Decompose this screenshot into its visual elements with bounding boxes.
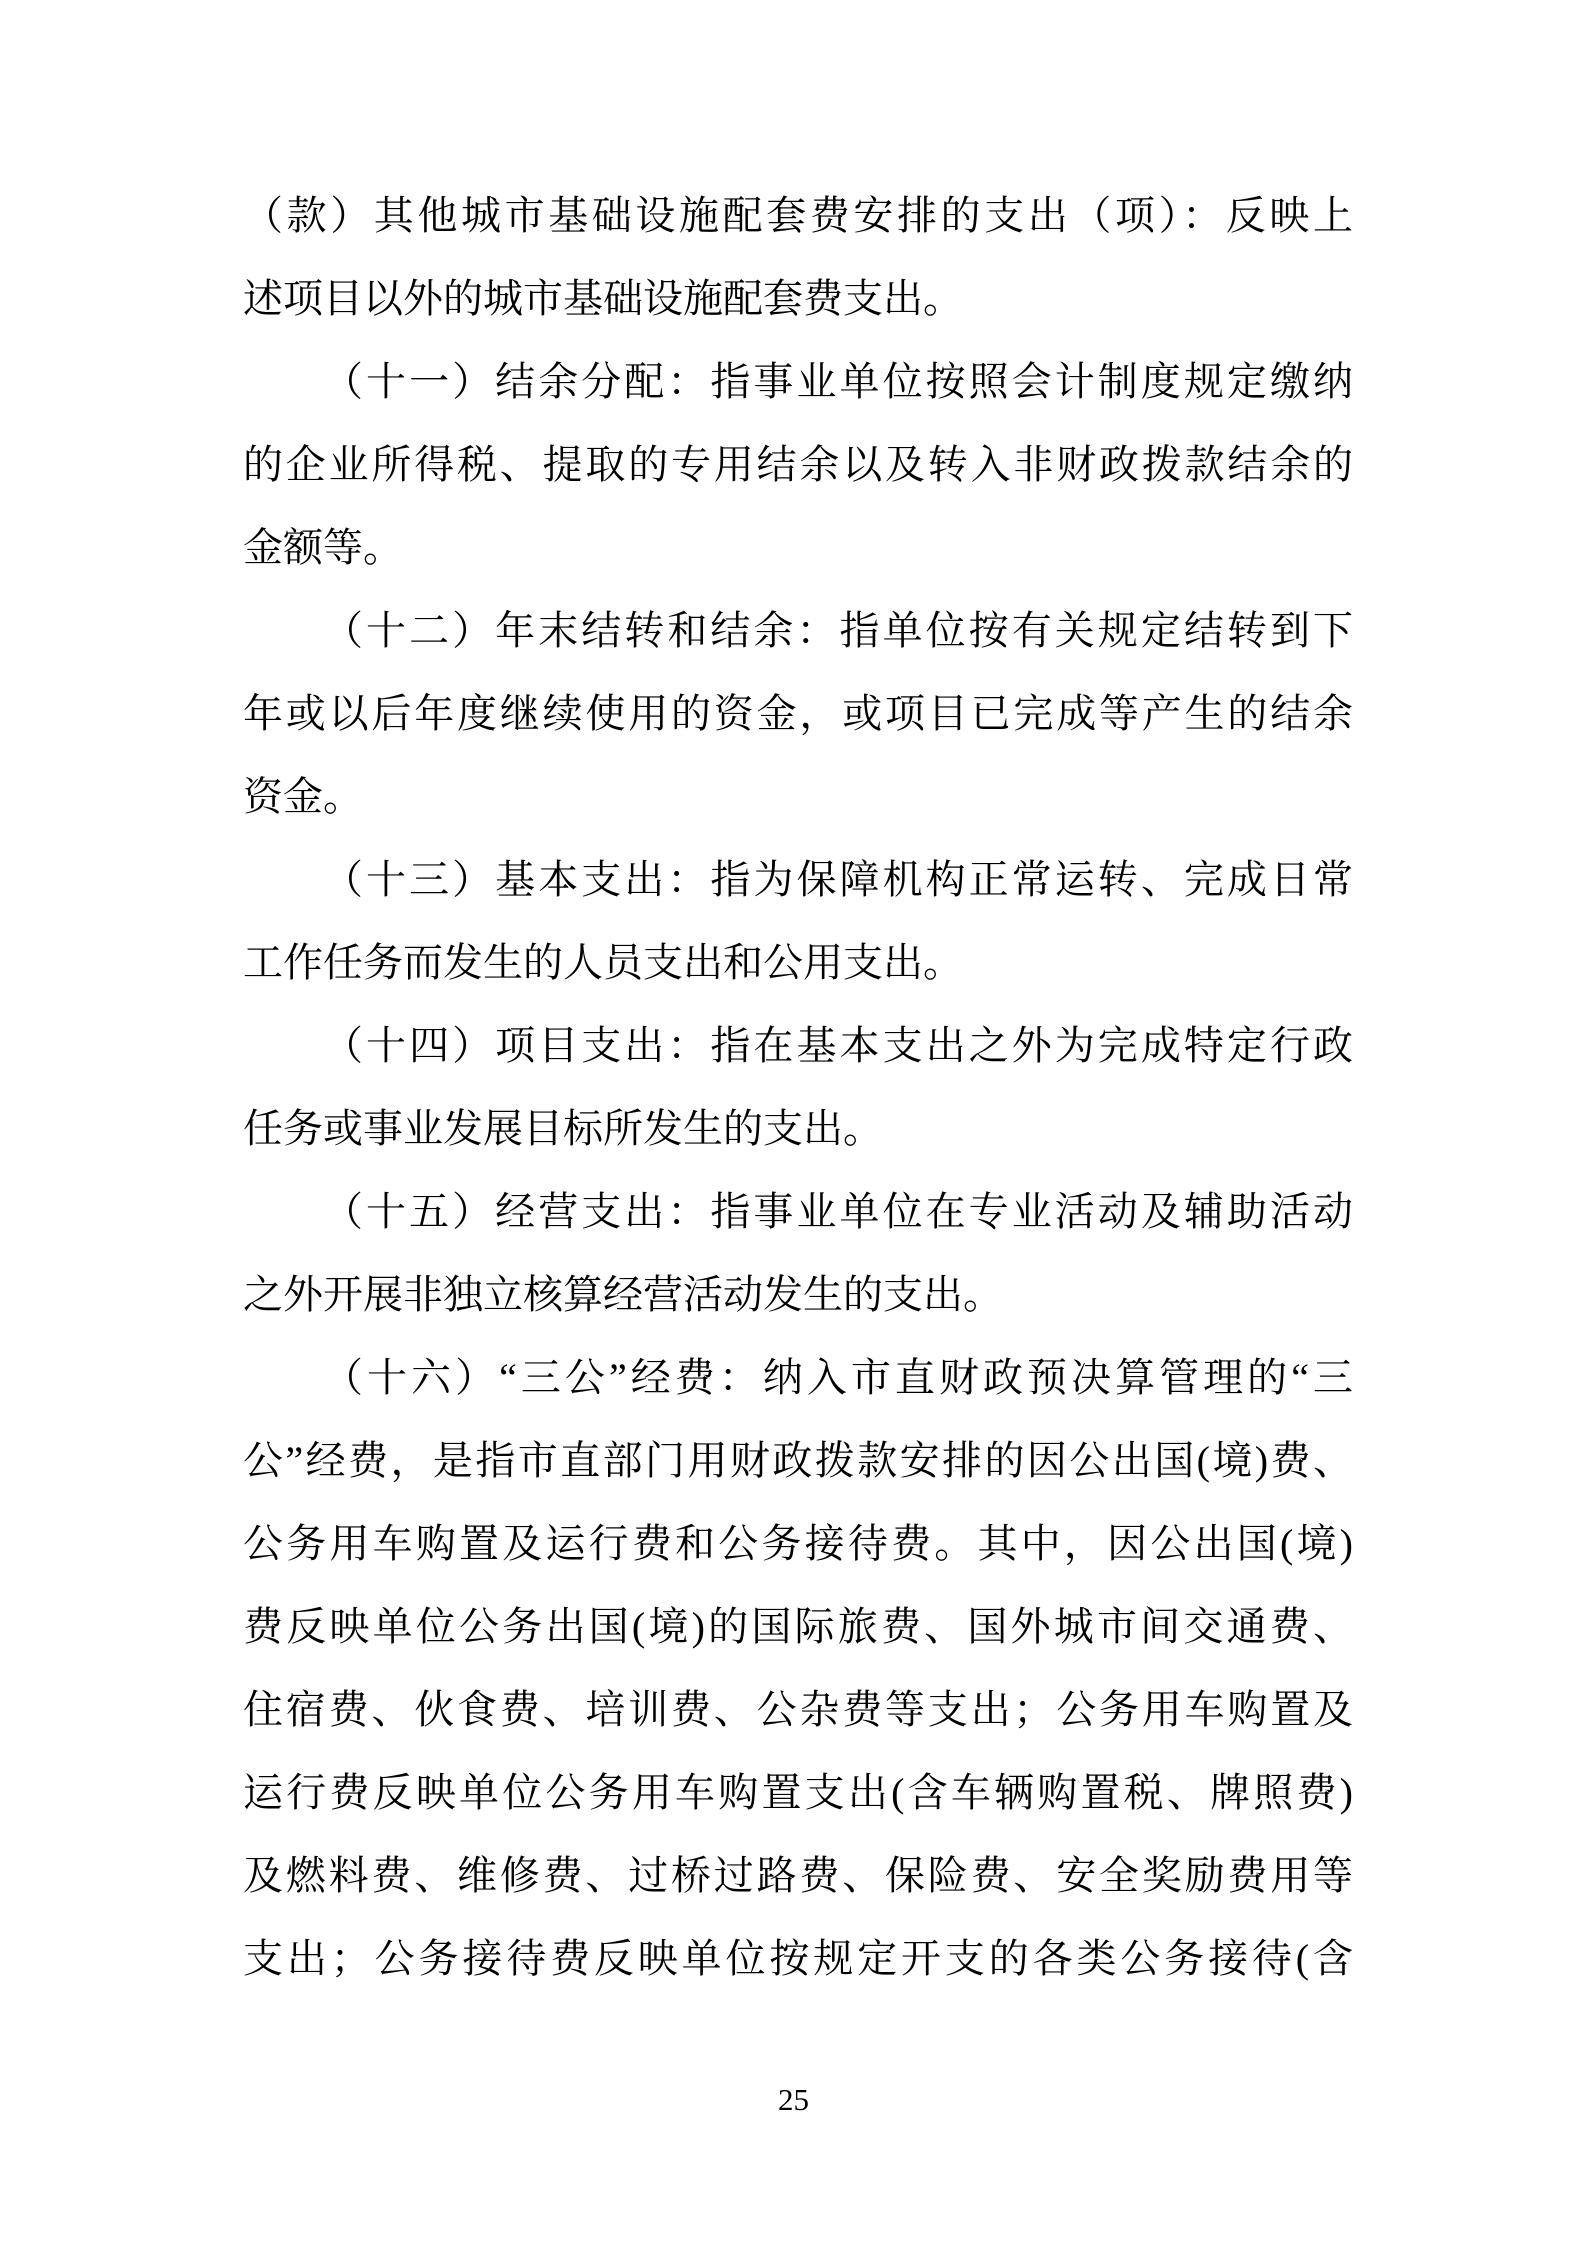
text-line: （十四）项目支出：指在基本支出之外为完成特定行政 [323,1023,1353,1068]
text-line: 述项目以外的城市基础设施配套费支出。 [243,276,963,321]
text-line: 金额等。 [243,525,403,570]
text-line: （十五）经营支出：指事业单位在专业活动及辅助活动 [323,1189,1353,1234]
text-line: 公务用车购置及运行费和公务接待费。其中，因公出国(境) [243,1521,1353,1566]
text-line: 的企业所得税、提取的专用结余以及转入非财政拨款结余的 [243,442,1353,487]
text-line: （款）其他城市基础设施配套费安排的支出（项）：反映上 [243,193,1353,238]
text-line: 任务或事业发展目标所发生的支出。 [243,1106,883,1151]
text-line: 年或以后年度继续使用的资金，或项目已完成等产生的结余 [243,691,1353,736]
text-line: 及燃料费、维修费、过桥过路费、保险费、安全奖励费用等 [243,1853,1353,1898]
text-line: （十三）基本支出：指为保障机构正常运转、完成日常 [323,857,1353,902]
text-line: 公”经费，是指市直部门用财政拨款安排的因公出国(境)费、 [243,1438,1353,1483]
text-line: （十一）结余分配：指事业单位按照会计制度规定缴纳 [323,359,1353,404]
text-line: 支出；公务接待费反映单位按规定开支的各类公务接待(含 [243,1936,1353,1981]
text-line: 运行费反映单位公务用车购置支出(含车辆购置税、牌照费) [243,1770,1353,1815]
document-text-block [243,174,1353,2000]
text-line: 之外开展非独立核算经营活动发生的支出。 [243,1272,1003,1317]
text-line: 资金。 [243,774,363,819]
text-line: 费反映单位公务出国(境)的国际旅费、国外城市间交通费、 [243,1604,1353,1649]
text-line: 工作任务而发生的人员支出和公用支出。 [243,940,963,985]
text-line: （十六）“三公”经费：纳入市直财政预决算管理的“三 [323,1355,1353,1400]
text-line: 住宿费、伙食费、培训费、公杂费等支出；公务用车购置及 [243,1687,1353,1732]
text-line: （十二）年末结转和结余：指单位按有关规定结转到下 [323,608,1353,653]
page-number: 25 [778,2082,809,2117]
